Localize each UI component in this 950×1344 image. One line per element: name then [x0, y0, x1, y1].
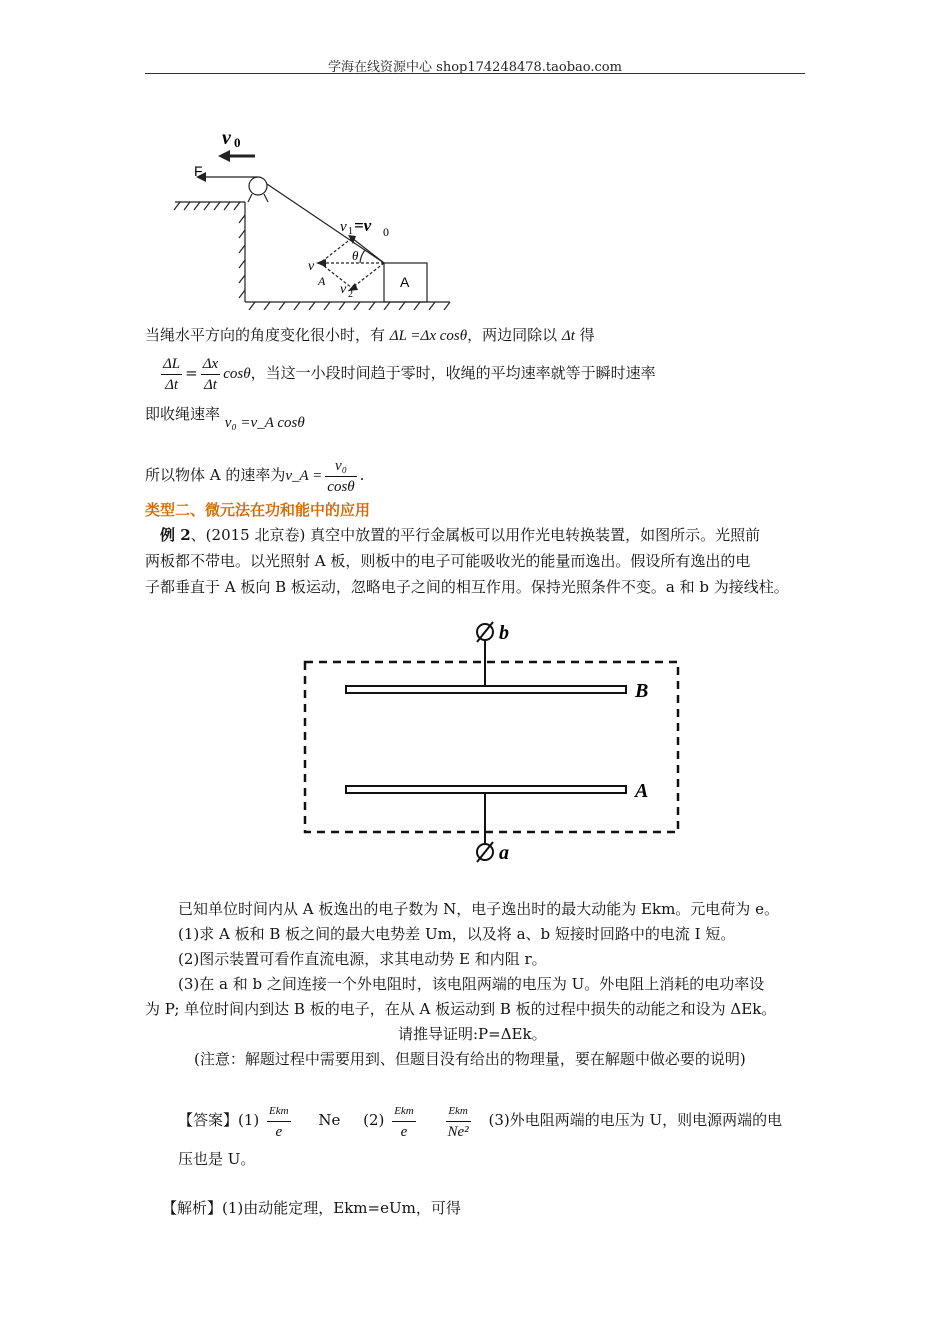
answer-fraction-3: $\frac{\text{Ekm}}{\text{Ne²}}$: [446, 1101, 471, 1142]
fraction-dx-dt: $\frac{\Delta x}{\Delta t}$: [202, 355, 219, 393]
fig1-v1-label: v: [340, 219, 347, 235]
fig1-v2-label: v: [340, 282, 347, 297]
section-heading: 类型二、微元法在功和能中的应用: [145, 501, 371, 519]
analysis-label: 【解析】: [162, 1199, 223, 1217]
problem-line-7: (注意：解题过程中需要用到、但题目没有给出的物理量，要在解题中做必要的说明): [194, 1050, 746, 1068]
answer-label: 【答案】(1): [178, 1111, 260, 1129]
answer-part3-text: (3)外电阻两端的电压为 U，则电源两端的电: [488, 1111, 783, 1129]
analysis-line: [162, 1195, 461, 1221]
problem-line-3: (2)图示装置可看作直流电源，求其电动势 E 和内阻 r。: [178, 950, 547, 968]
vA-lhs: v_A =: [285, 468, 323, 484]
answer-line-1: [178, 1097, 782, 1143]
problem-line-2: (1)求 A 板和 B 板之间的最大电势差 Um，以及将 a、b 短接时回路中的电流 I 短。: [178, 925, 736, 943]
example-line-1: [160, 522, 760, 548]
pulley-diagram: [170, 120, 460, 310]
fig1-v1-sub: 1: [348, 226, 353, 237]
fig1-v1-eq-sub: 0: [383, 225, 389, 239]
parallel-plates-diagram: [300, 615, 685, 870]
cos-theta: cosθ: [223, 366, 251, 382]
paragraph-derivative: $\frac{\Delta L}{\Delta t}$ = $\frac{\Delta x}{\Delta t}$ cosθ，当这一小段时间趋于零时，收绳的平均速率就等于瞬时速率: [163, 355, 656, 393]
answer-line-2: 压也是 U。: [178, 1150, 256, 1168]
para1-text2: ，两边同除以: [467, 326, 558, 344]
plate-A-label: A: [635, 780, 649, 802]
example-label: 例 2: [160, 526, 191, 544]
equation-dL: ΔL =Δx cosθ: [389, 328, 468, 344]
problem-line-6: 请推导证明:P=ΔEk。: [398, 1025, 547, 1043]
terminal-a-label: a: [499, 842, 509, 864]
answer-fraction-2: $\frac{\text{Ekm}}{e}$: [392, 1101, 416, 1142]
fig1-v0-label: v: [222, 127, 231, 149]
fig1-F-label: F: [194, 163, 203, 179]
para1-text3: 得: [574, 326, 595, 344]
fig1-A-small-label: A: [318, 274, 326, 288]
answer-fraction-1: $\frac{\text{Ekm}}{e}$: [267, 1101, 291, 1142]
fig1-v2-sub: 2: [348, 289, 353, 300]
fraction-dL-dt: $\frac{\Delta L}{\Delta t}$: [163, 355, 181, 393]
delta-t: Δt: [561, 328, 575, 344]
equation-v0: v₀ =v_A cosθ: [224, 415, 305, 431]
fraction-v0-cos: $\frac{\text{v₀}}{\cos\theta}$: [327, 457, 355, 495]
para2-text: ，当这一小段时间趋于零时，收绳的平均速率就等于瞬时速率: [250, 364, 656, 382]
para3-text: 即收绳速率: [145, 405, 221, 423]
paragraph-angle-change: [145, 322, 595, 349]
terminal-b-label: b: [499, 622, 509, 644]
paragraph-speed-of-A: 所以物体 A 的速率为v_A = $\frac{\text{v₀}}{\cos\theta}$ .: [145, 457, 365, 495]
paragraph-rope-speed: [145, 401, 305, 431]
answer-Ne: Ne: [318, 1111, 341, 1129]
example-line-2: 两板都不带电。以光照射 A 板，则板中的电子可能吸收光的能量而逸出。假设所有逸出的电: [145, 552, 751, 570]
fig1-v0-sub: 0: [234, 135, 241, 150]
example-text-1: 、(2015 北京卷) 真空中放置的平行金属板可以用作光电转换装置，如图所示。光照前: [190, 526, 761, 544]
fig1-box-label: A: [400, 274, 410, 290]
page-header: 学海在线资源中心 shop174248478.taobao.com: [328, 60, 622, 75]
answer-part2-label: (2): [363, 1111, 385, 1129]
analysis-text: (1)由动能定理，Ekm=eUm，可得: [222, 1199, 461, 1217]
example-line-3: 子都垂直于 A 板向 B 板运动，忽略电子之间的相互作用。保持光照条件不变。a 和 b 为接线柱。: [145, 578, 789, 596]
problem-line-1: 已知单位时间内从 A 板逸出的电子数为 N，电子逸出时的最大动能为 Ekm。元电荷为 e。: [178, 900, 779, 918]
problem-line-5: 为 P; 单位时间内到达 B 板的电子，在从 A 板运动到 B 板的过程中损失的动能之和设为 ΔEk。: [145, 1000, 777, 1018]
fig1-v-label: v: [308, 259, 315, 274]
fig1-theta-label: θ: [352, 248, 359, 263]
para1-text: 当绳水平方向的角度变化很小时，有: [145, 326, 386, 344]
problem-line-4: (3)在 a 和 b 之间连接一个外电阻时，该电阻两端的电压为 U。外电阻上消耗的电功率设: [178, 975, 765, 993]
para4-text: 所以物体 A 的速率为: [145, 466, 286, 484]
header-rule: [145, 73, 805, 74]
fig1-v1-eq: =v: [354, 216, 372, 235]
plate-B-label: B: [635, 680, 649, 702]
